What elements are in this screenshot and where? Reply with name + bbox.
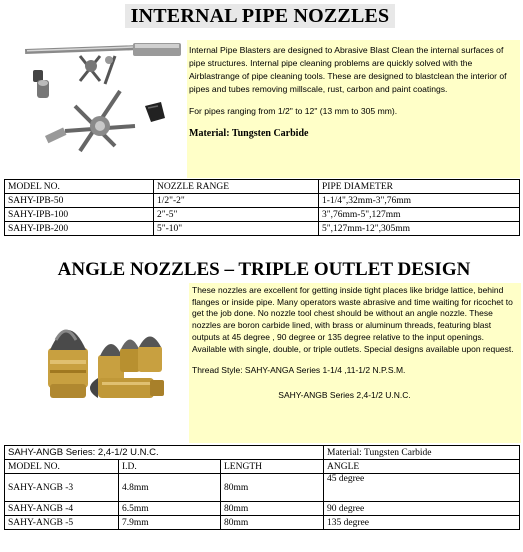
- table-row: [5, 194, 520, 208]
- table-cell: SAHY-IPB-50: [5, 194, 154, 208]
- header-angle: ANGLE: [324, 460, 520, 474]
- internal-pipe-description: [187, 40, 520, 178]
- angle-nozzles-table: [4, 445, 520, 530]
- table-cell: SAHY-IPB-100: [5, 208, 154, 222]
- table-cell: SAHY-ANGB -4: [5, 502, 119, 516]
- table-cell: SAHY-IPB-200: [5, 222, 154, 236]
- table-cell: 80mm: [221, 502, 324, 516]
- table-cell: 2"-5": [154, 208, 319, 222]
- table-header-row: [5, 180, 520, 194]
- header-model-no: MODEL NO.: [5, 180, 154, 194]
- material-text: Material: Tungsten Carbide: [189, 128, 309, 139]
- table-row: [5, 474, 520, 502]
- table-cell: SAHY-ANGB -5: [5, 516, 119, 530]
- material-cell: Material: Tungsten Carbide: [324, 446, 520, 460]
- table-cell: SAHY-ANGB -3: [5, 474, 119, 502]
- table-cell: 5",127mm-12",305mm: [319, 222, 520, 236]
- table-cell: 1-1/4",32mm-3",76mm: [319, 194, 520, 208]
- pipe-blaster-image: [5, 36, 187, 176]
- table-cell: 7.9mm: [119, 516, 221, 530]
- internal-pipe-table: [4, 179, 520, 236]
- table-row: [5, 208, 520, 222]
- header-pipe-diameter: PIPE DIAMETER: [319, 180, 520, 194]
- table-header-row: [5, 460, 520, 474]
- table-row: [5, 222, 520, 236]
- angle-nozzles-image: [10, 300, 190, 430]
- pipe-range-text: For pipes ranging from 1/2" to 12" (13 mm to 305 mm).: [189, 106, 398, 116]
- table-cell: 45 degree: [324, 474, 520, 502]
- header-id: I.D.: [119, 460, 221, 474]
- table-cell: 3",76mm-5",127mm: [319, 208, 520, 222]
- section-title-angle-nozzles: ANGLE NOZZLES – TRIPLE OUTLET DESIGN: [57, 259, 471, 280]
- header-length: LENGTH: [221, 460, 324, 474]
- table-row: [5, 516, 520, 530]
- header-model-no: MODEL NO.: [5, 460, 119, 474]
- table-cell: 5"-10": [154, 222, 319, 236]
- description-paragraph: Internal Pipe Blasters are designed to Abrasive Blast Clean the internal surfaces of pipe structures. Internal pipe cleaning problems are quickly solved with the Airblastrange of pipe cleaning tools. These are designed to blastclean the interior of pipes and tubes removing millscale, rust, carbon and paint coatings.: [189, 45, 507, 94]
- section-title-internal-pipe-nozzles: INTERNAL PIPE NOZZLES: [125, 4, 395, 28]
- angle-nozzles-description: [189, 283, 521, 443]
- angb-series-text: SAHY-ANGB Series 2,4-1/2 U.N.C.: [278, 389, 411, 400]
- table-cell: 80mm: [221, 516, 324, 530]
- table-series-row: [5, 446, 520, 460]
- header-nozzle-range: NOZZLE RANGE: [154, 180, 319, 194]
- table-cell: 135 degree: [324, 516, 520, 530]
- series-label: SAHY-ANGB Series: 2,4-1/2 U.N.C.: [5, 446, 324, 460]
- table-cell: 80mm: [221, 474, 324, 502]
- table-cell: 4.8mm: [119, 474, 221, 502]
- table-cell: 1/2"-2": [154, 194, 319, 208]
- description-paragraph: These nozzles are excellent for getting inside tight places like bridge lattice, behind flanges or inside pipe. Many operators waste abrasive and time waiting for ricochet to get the job done. No nozzle tool chest should be without an angle nozzle. These nozzles are boron carbide lined, with brass or aluminum threads, featuring blast outputs at 45 degree , 90 degree or 135 degree relative to the input openings. Available with single, double, or triple outlets. Special designs available upon request.: [192, 285, 514, 354]
- table-row: [5, 502, 520, 516]
- thread-style-text: Thread Style: SAHY-ANGA Series 1-1/4 ,11-1/2 N.P.S.M.: [192, 365, 406, 376]
- table-cell: 6.5mm: [119, 502, 221, 516]
- table-cell: 90 degree: [324, 502, 520, 516]
